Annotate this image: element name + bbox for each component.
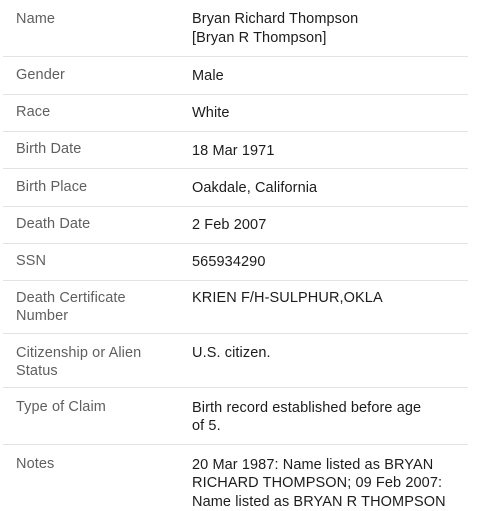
record-row-citizenship-status <box>3 333 468 387</box>
record-label-citizenship-line-1: Citizenship or Alien <box>16 344 142 361</box>
record-label-race: Race <box>16 103 51 120</box>
record-value-ssn: 565934290 <box>192 253 266 270</box>
record-value-citizenship-status: U.S. citizen. <box>192 344 271 361</box>
record-label-notes: Notes <box>16 455 55 472</box>
record-value-type-of-claim-line-1: Birth record established before age <box>192 399 422 416</box>
record-label-name: Name <box>16 11 56 27</box>
record-label-death-certificate-number <box>3 280 192 333</box>
record-value-death-date: 2 Feb 2007 <box>192 216 267 233</box>
record-label-death-certificate-line-1: Death Certificate <box>16 289 126 306</box>
record-value-birth-place: Oakdale, California <box>192 179 318 196</box>
record-label-citizenship-status <box>3 333 192 387</box>
record-label-gender: Gender <box>16 66 65 83</box>
record-value-notes <box>192 444 468 511</box>
record-row-notes <box>3 444 468 511</box>
record-value-type-of-claim <box>192 387 468 444</box>
record-value-death-certificate-number: KRIEN F/H-SULPHUR,OKLA <box>192 289 383 306</box>
record-row-death-certificate-number <box>3 280 468 333</box>
record-label-death-date: Death Date <box>16 215 91 232</box>
record-row-ssn <box>3 243 468 280</box>
record-row-death-date <box>3 206 468 243</box>
record-label-ssn: SSN <box>16 252 47 269</box>
record-row-name <box>3 0 468 56</box>
record-row-type-of-claim <box>3 387 468 444</box>
record-value-birth-date: 18 Mar 1971 <box>192 142 275 159</box>
record-value-race: White <box>192 104 230 121</box>
record-label-birth-place: Birth Place <box>16 178 88 195</box>
record-label-type-of-claim: Type of Claim <box>16 398 106 415</box>
record-value-gender: Male <box>192 67 224 84</box>
record-value-notes-line-2: RICHARD THOMPSON; 09 Feb 2007: <box>192 475 443 491</box>
record-details-table <box>3 0 468 511</box>
record-value-notes-line-1: 20 Mar 1987: Name listed as BRYAN <box>192 456 434 473</box>
record-label-citizenship-line-2: Status <box>16 363 58 379</box>
record-value-name-line-2: [Bryan R Thompson] <box>192 29 327 46</box>
record-row-race <box>3 94 468 131</box>
record-row-gender <box>3 56 468 94</box>
record-value-type-of-claim-line-2: of 5. <box>192 418 221 434</box>
record-value-name <box>192 0 468 56</box>
record-row-birth-place <box>3 168 468 206</box>
record-label-death-certificate-line-2: Number <box>16 308 69 324</box>
record-label-birth-date: Birth Date <box>16 140 82 157</box>
record-value-notes-line-3: Name listed as BRYAN R THOMPSON <box>192 493 446 510</box>
record-value-name-line-1: Bryan Richard Thompson <box>192 11 359 27</box>
record-row-birth-date <box>3 131 468 168</box>
